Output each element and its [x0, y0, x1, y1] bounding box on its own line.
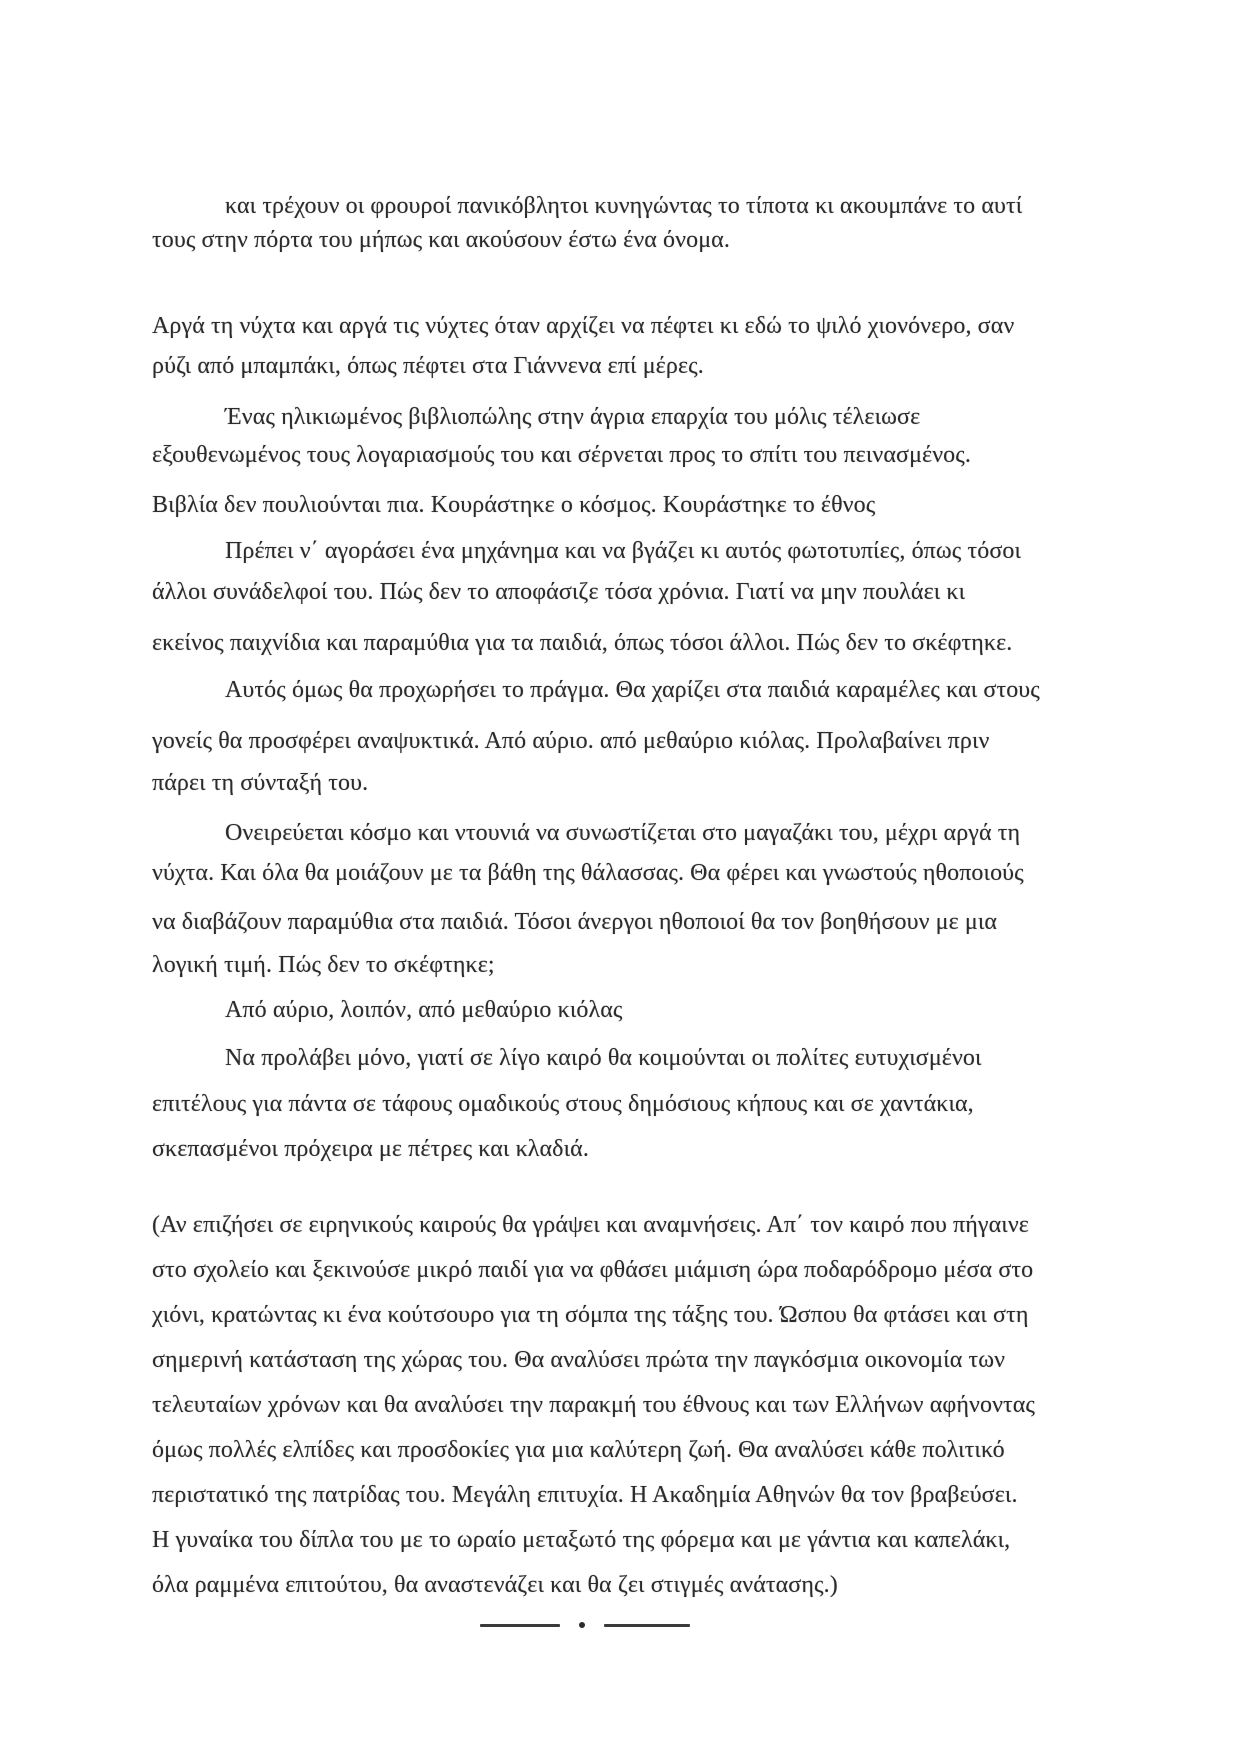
text-line: τελευταίων χρόνων και θα αναλύσει την παρακμή του έθνους και των Ελλήνων αφήνοντας [152, 1392, 1036, 1418]
text-line: σκεπασμένοι πρόχειρα με πέτρες και κλαδιά. [152, 1136, 589, 1162]
ornament-dot [579, 1622, 585, 1628]
text-line: όμως πολλές ελπίδες και προσδοκίες για μια καλύτερη ζωή. Θα αναλύσει κάθε πολιτικό [152, 1437, 1005, 1463]
text-line: περιστατικό της πατρίδας του. Μεγάλη επιτυχία. Η Ακαδημία Αθηνών θα τον βραβεύσει. [152, 1482, 1018, 1508]
text-line: γονείς θα προσφέρει αναψυκτικά. Από αύριο. από μεθαύριο κιόλας. Προλαβαίνει πριν [152, 728, 990, 754]
text-line: Να προλάβει μόνο, γιατί σε λίγο καιρό θα κοιμούνται οι πολίτες ευτυχισμένοι [225, 1045, 982, 1071]
text-line: Πρέπει ν΄ αγοράσει ένα μηχάνημα και να βγάζει κι αυτός φωτοτυπίες, όπως τόσοι [225, 538, 1022, 564]
text-line: ρύζι από μπαμπάκι, όπως πέφτει στα Γιάννενα επί μέρες. [152, 353, 704, 379]
page-end-ornament [480, 1620, 692, 1632]
text-line: εκείνος παιχνίδια και παραμύθια για τα παιδιά, όπως τόσοι άλλοι. Πώς δεν το σκέφτηκε. [152, 630, 1013, 656]
text-line: όλα ραμμένα επιτούτου, θα αναστενάζει και θα ζει στιγμές ανάτασης.) [152, 1572, 838, 1598]
text-line: επιτέλους για πάντα σε τάφους ομαδικούς στους δημόσιους κήπους και σε χαντάκια, [152, 1091, 974, 1117]
text-line: Βιβλία δεν πουλιούνται πια. Κουράστηκε ο κόσμος. Κουράστηκε το έθνος [152, 492, 876, 518]
text-line: και τρέχουν οι φρουροί πανικόβλητοι κυνηγώντας το τίποτα κι ακουμπάνε το αυτί [225, 193, 1023, 219]
text-line: εξουθενωμένος τους λογαριασμούς του και σέρνεται προς το σπίτι του πεινασμένος. [152, 442, 971, 468]
text-line: στο σχολείο και ξεκινούσε μικρό παιδί για να φθάσει μιάμιση ώρα ποδαρόδρομο μέσα στο [152, 1257, 1034, 1283]
text-line: πάρει τη σύνταξή του. [152, 770, 369, 796]
text-line: χιόνι, κρατώντας κι ένα κούτσουρο για τη σόμπα της τάξης του. Ώσπου θα φτάσει και στη [152, 1302, 1029, 1328]
text-line: Ένας ηλικιωμένος βιβλιοπώλης στην άγρια επαρχία του μόλις τέλειωσε [225, 404, 921, 430]
text-line: σημερινή κατάσταση της χώρας του. Θα αναλύσει πρώτα την παγκόσμια οικονομία των [152, 1347, 1006, 1373]
text-line: να διαβάζουν παραμύθια στα παιδιά. Τόσοι άνεργοι ηθοποιοί θα τον βοηθήσουν με μια [152, 909, 998, 935]
text-line: Αυτός όμως θα προχωρήσει το πράγμα. Θα χαρίζει στα παιδιά καραμέλες και στους [225, 677, 1040, 703]
text-line: (Αν επιζήσει σε ειρηνικούς καιρούς θα γράψει και αναμνήσεις. Απ΄ τον καιρό που πήγαινε [152, 1212, 1029, 1238]
text-line: Από αύριο, λοιπόν, από μεθαύριο κιόλας [225, 997, 623, 1023]
ornament-right-rule [604, 1624, 690, 1627]
text-line: νύχτα. Και όλα θα μοιάζουν με τα βάθη της θάλασσας. Θα φέρει και γνωστούς ηθοποιούς [152, 860, 1024, 886]
text-line: Ονειρεύεται κόσμο και ντουνιά να συνωστίζεται στο μαγαζάκι του, μέχρι αργά τη [225, 820, 1021, 846]
text-line: Η γυναίκα του δίπλα του με το ωραίο μεταξωτό της φόρεμα και με γάντια και καπελάκι, [152, 1527, 1011, 1553]
ornament-left-rule [480, 1624, 560, 1627]
text-line: άλλοι συνάδελφοί του. Πώς δεν το αποφάσιζε τόσα χρόνια. Γιατί να μην πουλάει κι [152, 579, 966, 605]
text-line: τους στην πόρτα του μήπως και ακούσουν έστω ένα όνομα. [152, 227, 730, 253]
text-line: λογική τιμή. Πώς δεν το σκέφτηκε; [152, 952, 495, 978]
text-line: Αργά τη νύχτα και αργά τις νύχτες όταν αρχίζει να πέφτει κι εδώ το ψιλό χιονόνερο, σαν [152, 313, 1015, 339]
